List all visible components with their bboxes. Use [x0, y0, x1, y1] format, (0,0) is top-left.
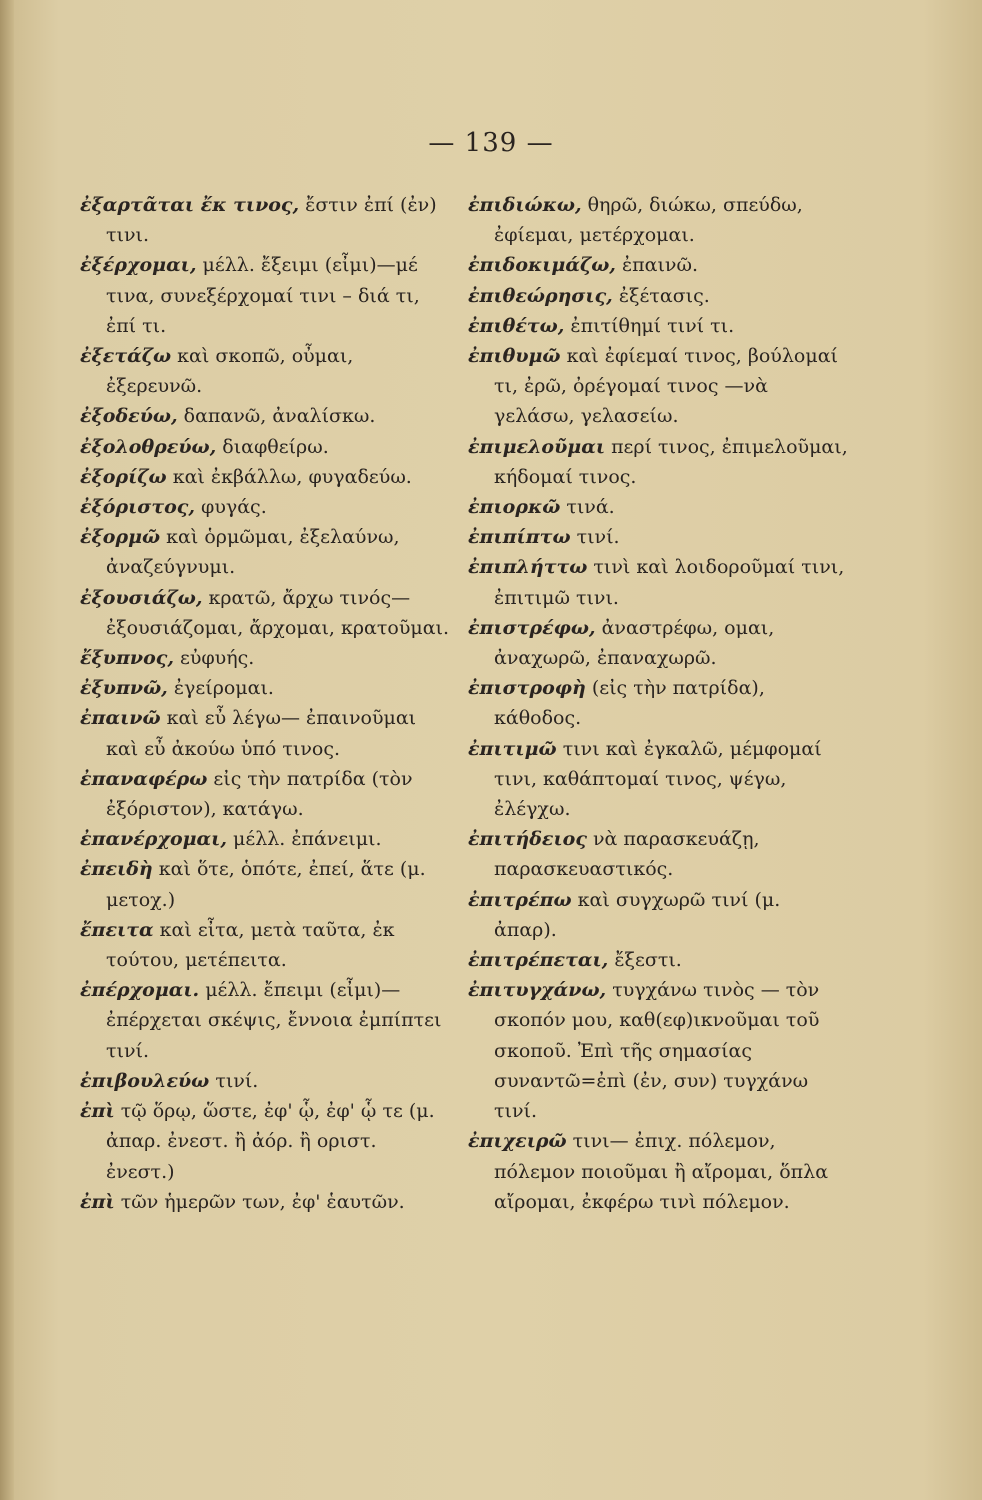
entry-definition: ἐγείρομαι. [173, 677, 274, 700]
dictionary-entry [468, 250, 848, 280]
entry-definition: νὰ παρασκευάζῃ, παρασκευαστικός. [494, 828, 760, 881]
entry-headword: ἐπιτήδειος [468, 828, 587, 851]
dictionary-entry [80, 492, 450, 522]
entry-definition: τινι καὶ ἐγκαλῶ, μέμφομαί τινι, καθάπτομαί τινος, ψέγω, ἐλέγχω. [494, 737, 822, 821]
dictionary-entry [468, 432, 848, 492]
entry-definition: καὶ ὁρμῶμαι, ἐξελαύνω, ἀναζεύγνυμι. [106, 526, 400, 579]
entry-definition: διαφθείρω. [222, 435, 329, 458]
entry-definition: φυγάς. [201, 496, 267, 519]
dictionary-entry [468, 673, 848, 733]
entry-definition: ἔστιν ἐπί (ἐν) τινι. [106, 194, 437, 247]
dictionary-entry [468, 613, 848, 673]
dictionary-entry [468, 522, 848, 552]
dictionary-entry [80, 401, 450, 431]
entry-headword: ἐπιορκῶ [468, 496, 561, 519]
dictionary-entry [80, 1096, 450, 1187]
entry-headword: ἐπανέρχομαι, [80, 828, 227, 851]
entry-definition: τῷ ὅρῳ, ὥστε, ἐφ' ᾧ, ἐφ' ᾧ τε (μ. ἀπαρ. ἐνεστ. ἢ ἀόρ. ἢ οριστ. ἐνεστ.) [106, 1100, 435, 1183]
entry-definition: θηρῶ, διώκω, σπεύδω, ἐφίεμαι, μετέρχομαι. [494, 194, 803, 247]
dictionary-entry [468, 734, 848, 825]
entry-definition: καὶ εὖ λέγω— ἐπαινοῦμαι καὶ εὖ ἀκούω ὑπό τινος. [106, 707, 417, 760]
entry-definition: καὶ εἶτα, μετὰ ταῦτα, ἐκ τούτου, μετέπειτα. [106, 918, 395, 972]
entry-headword: ἐπιδιώκω, [468, 194, 582, 216]
left-column [80, 190, 450, 1217]
entry-headword: ἐπὶ [80, 1100, 115, 1123]
dictionary-entry [80, 250, 450, 341]
entry-headword: ἐπιθεώρησις, [468, 284, 613, 307]
dictionary-entry [80, 643, 450, 673]
entry-headword: ἐξόριστος, [80, 496, 195, 519]
dictionary-entry [80, 583, 450, 643]
entry-headword: ἐπιθέτω, [468, 314, 565, 337]
entry-definition: ἐξέτασις. [618, 284, 710, 307]
dictionary-entry [80, 824, 450, 854]
entry-headword: ἐξοδεύω, [80, 405, 178, 428]
entry-headword: ἐξέρχομαι, [80, 254, 197, 277]
entry-headword: ἔπειτα [80, 918, 154, 941]
entry-definition: τῶν ἡμερῶν των, ἐφ' ἑαυτῶν. [120, 1190, 405, 1213]
entry-headword: ἐπιβουλεύω [80, 1069, 210, 1092]
entry-headword: ἐπαναφέρω [80, 767, 208, 790]
entry-headword: ἐπιπλήττω [468, 556, 588, 579]
entry-definition: τυγχάνω τινὸς — τὸν σκοπόν μου, καθ(εφ)ικνοῦμαι τοῦ σκοποῦ. Ἐπὶ τῆς σημασίας συναντῶ=ἐπὶ (ἐν, συν) τυγχάνω τινί. [494, 979, 820, 1123]
entry-definition: τινί. [576, 526, 620, 549]
dictionary-entry [80, 764, 450, 824]
entry-definition: εἰς τὴν πατρίδα (τὸν ἐξόριστον), κατάγω. [106, 767, 413, 821]
entry-definition: ἐπαινῶ. [621, 254, 699, 277]
dictionary-entry [80, 1187, 450, 1217]
entry-headword: ἐξολοθρεύω, [80, 435, 217, 458]
dictionary-entry [80, 975, 450, 1066]
page-gutter [0, 0, 14, 1500]
entry-definition: δαπανῶ, ἀναλίσκω. [183, 405, 376, 428]
entry-headword: ἐξαρτᾶται ἔκ τινος, [80, 194, 300, 216]
entry-headword: ἐπέρχομαι. [80, 979, 200, 1002]
entry-headword: ἐπιμελοῦμαι [468, 435, 606, 458]
entry-headword: ἐξορίζω [80, 465, 167, 488]
dictionary-entry [80, 341, 450, 401]
dictionary-entry [468, 311, 848, 341]
entry-headword: ἐξουσιάζω, [80, 586, 203, 609]
entry-definition: ἐπιτίθημί τινί τι. [570, 314, 735, 337]
dictionary-entry [468, 341, 848, 432]
entry-definition: (εἰς τὴν πατρίδα), κάθοδος. [494, 677, 765, 730]
entry-headword: ἐπιπίπτω [468, 526, 571, 549]
dictionary-entry [80, 190, 450, 250]
entry-headword: ἐπειδὴ [80, 858, 153, 881]
dictionary-entry [80, 1066, 450, 1096]
dictionary-entry [468, 281, 848, 311]
entry-headword: ἐπιτρέπεται, [468, 949, 609, 972]
entry-headword: ἐπιτρέπω [468, 888, 572, 911]
dictionary-entry [468, 1126, 848, 1217]
entry-definition: ἀναστρέφω, ομαι, ἀναχωρῶ, ἐπαναχωρῶ. [494, 616, 775, 670]
entry-headword: ἐπιδοκιμάζω, [468, 254, 616, 277]
entry-definition: τινὶ καὶ λοιδοροῦμαί τινι, ἐπιτιμῶ τινι. [494, 556, 845, 609]
dictionary-entry [80, 854, 450, 914]
entry-headword: ἐξετάζω [80, 345, 172, 368]
dictionary-entry [80, 432, 450, 462]
entry-definition: τινι— ἐπιχ. πόλεμον, πόλεμον ποιοῦμαι ἢ αἴρομαι, ὅπλα αἴρομαι, ἐκφέρω τινὶ πόλεμον. [494, 1130, 829, 1213]
entry-headword: ἐπιθυμῶ [468, 345, 561, 368]
dictionary-entry [468, 975, 848, 1126]
entry-headword: ἐπιτιμῶ [468, 737, 557, 760]
entry-definition: τινί. [215, 1069, 259, 1092]
entry-definition: καὶ ἐφίεμαί τινος, βούλομαί τι, ἐρῶ, ὀρέγομαί τινος —νὰ γελάσω, γελασείω. [494, 345, 838, 428]
entry-definition: μέλλ. ἔξειμι (εἶμι)—μέ τινα, συνεξέρχομαί τινι – διά τι, ἐπί τι. [106, 254, 420, 337]
entry-definition: καὶ ὅτε, ὁπότε, ἐπεί, ἅτε (μ. μετοχ.) [106, 858, 426, 911]
dictionary-entry [468, 885, 848, 945]
entry-headword: ἐπιστρέφω, [468, 616, 596, 639]
entry-definition: κρατῶ, ἄρχω τινός— ἐξουσιάζομαι, ἄρχομαι, κρατοῦμαι. [106, 586, 450, 639]
entry-definition: εὐφυής. [179, 647, 255, 670]
entry-headword: ἐπιτυγχάνω, [468, 979, 607, 1002]
entry-headword: ἐπιστροφὴ [468, 677, 586, 700]
entry-headword: ἐξυπνῶ, [80, 677, 168, 700]
right-column [468, 190, 848, 1217]
dictionary-entry [468, 492, 848, 522]
entry-definition: περί τινος, ἐπιμελοῦμαι, κήδομαί τινος. [494, 435, 848, 488]
entry-definition: καὶ ἐκβάλλω, φυγαδεύω. [172, 465, 412, 488]
dictionary-entry [468, 824, 848, 884]
entry-definition: μέλλ. ἐπάνειμι. [233, 828, 382, 851]
entry-definition: καὶ σκοπῶ, οὖμαι, ἐξερευνῶ. [106, 345, 354, 398]
dictionary-entry [80, 462, 450, 492]
entry-definition: τινά. [566, 496, 615, 519]
entry-definition: μέλλ. ἔπειμι (εἶμι)— ἐπέρχεται σκέψις, ἔννοια ἐμπίπτει τινί. [106, 979, 442, 1062]
dictionary-entry [468, 945, 848, 975]
entry-definition: ἔξεστι. [614, 949, 682, 972]
dictionary-entry [468, 552, 848, 612]
entry-headword: ἐξορμῶ [80, 526, 161, 549]
dictionary-entry [80, 703, 450, 763]
dictionary-entry [80, 522, 450, 582]
entry-headword: ἐπιχειρῶ [468, 1130, 567, 1153]
entry-headword: ἐπαινῶ [80, 707, 161, 730]
dictionary-entry [80, 915, 450, 975]
dictionary-entry [468, 190, 848, 250]
entry-headword: ἐπὶ [80, 1190, 115, 1213]
entry-headword: ἔξυπνος, [80, 647, 174, 670]
page-number: — 139 — [428, 128, 554, 158]
entry-definition: καὶ συγχωρῶ τινί (μ. ἀπαρ). [494, 888, 781, 941]
dictionary-entry [80, 673, 450, 703]
